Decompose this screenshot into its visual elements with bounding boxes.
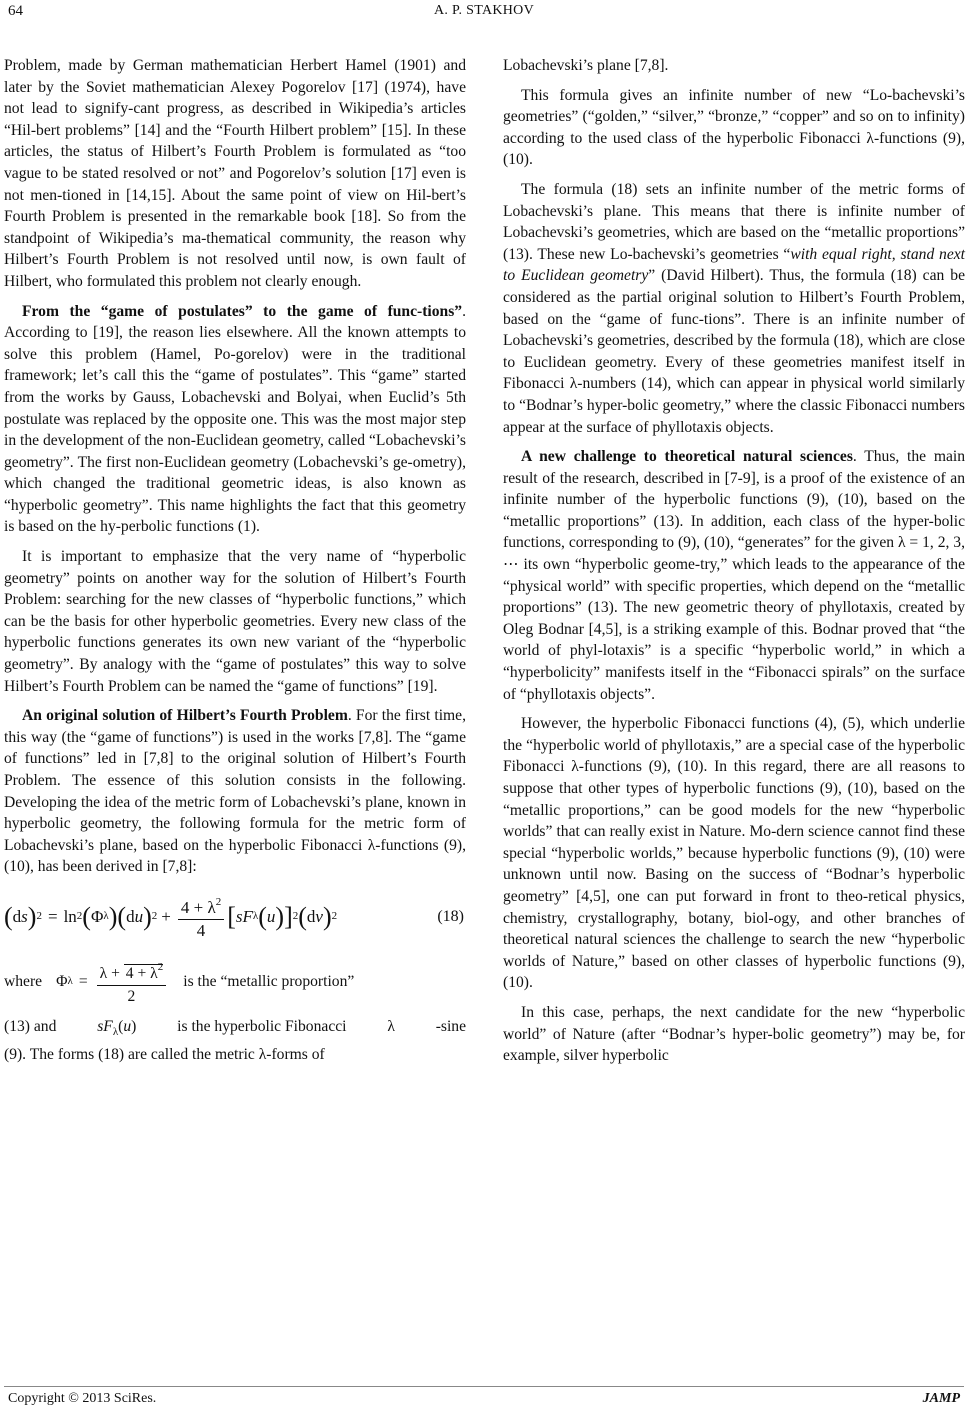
paragraph — [503, 446, 965, 705]
paragraph: (9). The forms (18) are called the metric λ-forms of — [4, 1045, 325, 1063]
copyright: Copyright © 2013 SciRes. — [8, 1391, 157, 1406]
left-column — [4, 55, 466, 1073]
section-heading: A new challenge to theoretical natural sciences — [521, 448, 853, 466]
quotation-italic: with equal right, stand next to Euclidean geometry — [503, 245, 966, 285]
journal-name: JAMP — [922, 1391, 960, 1406]
paragraph: It is important to emphasize that the very name of “hyperbolic geometry” points on another way for the solution of Hilbert’s Fourth Problem: searching for the new classes of “hyperbolic functions,” which can be the basis for other hyperbolic geometries. Every new class of the hyperbolic functions generates its own new variant of the “hyperbolic geometry”. By analogy with the “game of postulates” this way to solve Hilbert’s Fourth Problem can be named the “game of functions” [19]. — [4, 548, 466, 695]
text-fragment: (13) and — [4, 1017, 57, 1035]
paragraph-text: The formula (18) sets an infinite number of the metric forms of Lobachevski’s plane. This means that there is infinite number of Lobachevski’s geometries, which are based on the “metallic proportions” (13). These new Lo-bachevski’s geometries “ — [503, 180, 965, 263]
paragraph: In this case, perhaps, the next candidate for the new “hyperbolic world” of Nature (after “Bodnar’s hyper-bolic geometry”) may be, for example, silver hyperbolic — [503, 1003, 965, 1065]
paragraph: Problem, made by German mathematician Herbert Hamel (1901) and later by the Soviet mathematician Alexey Pogorelov [17] (1974), have not lead to signify-cant progress, as described in Wikipedia’s articles “Hil-bert problems” [14] and the “Fourth Hilbert problem” [15]. In these articles, the status of Hilbert’s Fourth Problem is formulated as “too vague to be stated resolved or not” and Pogorelov’s solution [17] even is not men-tioned in [14,15]. About the same point of view on Hil-bert’s Fourth Problem is presented in the remarkable book [18]. So from the standpoint of Wikipedia’s ma-thematical community, the reason why Hilbert’s Fourth Problem is not resolved until now, is own fault of Hilbert, who formulated this problem not clearly enough. — [4, 57, 466, 290]
equation-18 — [4, 886, 466, 948]
text-fragment: -sine — [435, 1017, 466, 1035]
paragraph: This formula gives an infinite number of new “Lo-bachevski’s geometries” (“golden,” “silver,” “bronze,” “copper” and so on to infinity) according to the used class of the hyperbolic Fibonacci λ-functions (9), (10). — [503, 86, 965, 169]
paragraph-text: . According to [19], the reason lies elsewhere. All the known attempts to solve this problem (Hamel, Po-gorelov) were in the traditional framework; let’s call this the “game of postulates”. This “game” started from the works by Gauss, Lobachevski and Bolyai, when Euclid’s 5th postulate was replaced by the opposite one. This was the most major step in the development of the non-Euclidean geometry, called “Lobachevski’s geometry”. The first non-Euclidean geometry (Lobachevski’s ge-ometry), which changed the traditional geometric ideas, is also known as “hyperbolic geometry”. This name highlights the fact that this geometry is based on the hy-perbolic functions (1). — [4, 302, 466, 536]
footer-rule — [4, 1386, 964, 1387]
paragraph: Lobachevski’s plane [7,8]. — [503, 57, 669, 74]
equation-number: (18) — [437, 908, 464, 926]
paragraph-text: ” (David Hilbert). Thus, the formula (18) can be considered as the partial original solution to Hilbert’s Fourth Problem, based on the “game of func-tions”. There is an infinite number of Lobachevski’s geometries, described by the formula (18), which are close to Euclidean geometry. Every of these geometries manifest itself in Fibonacci λ-numbers (14), which can appear in physical world similarly to “Bodnar’s hyper-bolic geometry,” where the classic Fibonacci numbers appear at the surface of phyllotaxis objects. — [503, 267, 965, 436]
paragraph: (13) and $sF_\lambda(u)$ is the hyperbolic Fibonacci λ -sine — [4, 1016, 466, 1044]
equation-body: ( d s ) 2 = ln 2 ( Φ λ ) ( d u ) 2 + $\frac{4 + \lambda^2}{4}$ [ sF λ ( u ) ] 2 ( d v ) 2 — [4, 891, 337, 942]
section-heading: From the “game of postulates” to the game of func-tions” — [22, 302, 463, 320]
where-text: is the “metallic proportion” — [183, 973, 355, 991]
running-head: A. P. STAKHOV — [433, 3, 534, 18]
where-line: where Φ λ = $\frac{\lambda + 4 + \lambda^2}{2}$ is the “metallic proportion” — [4, 956, 466, 1008]
right-column — [503, 55, 965, 1075]
page-number: 64 — [8, 3, 23, 19]
section-heading: An original solution of Hilbert’s Fourth Problem — [22, 707, 348, 725]
paragraph — [4, 301, 466, 539]
text-fragment: is the hyperbolic Fibonacci — [177, 1017, 347, 1035]
paragraph: However, the hyperbolic Fibonacci functions (4), (5), which underlie the “hyperbolic world of phyllotaxis,” are a special case of the hyperbolic Fibonacci λ-functions (9), (10). In this regard, there are all reasons to suppose that other types of hyperbolic functions (9), (10), based on the “metallic proportions,” can be good models for the new “hyperbolic worlds” that can really exist in Nature. Mo-dern science cannot find these special “hyperbolic worlds,” because hyperbolic functions (9), (10) were unknown until now. Basing on the success of “Bodnar’s hyperbolic geometry” [4,5], one can put forward in front to theo-retical physics, chemistry, crystallography, botany, biol-ogy, and other branches of theoretical natural sciences the challenge to search the new “hyperbolic worlds of Nature,” based on other classes of hyperbolic functions (9), (10). — [503, 715, 965, 992]
paragraph-text: . For the first time, this way (the “game of functions”) is used in the works [7,8]. The “game of functions” led in [7,8] to the original solution of Hilbert’s Fourth Problem. The essence of this solution consists in the following. Developing the idea of the metric form of Lobachevski’s plane, known in hyperbolic geometry, the following formula for the metric form of Lobachevski’s plane, based on the hyperbolic Fibonacci λ-functions (9), (10), has been derived in [7,8]: — [4, 707, 466, 876]
paragraph — [503, 179, 965, 438]
where-word: where — [4, 973, 43, 991]
paragraph — [4, 705, 466, 878]
paragraph-text: . Thus, the main result of the research, described in [7-9], is a proof of the existence of an infinite number of the hyperbolic functions (9), (10), based on the “metallic proportions” (13). In addition, each class of the hyper-bolic functions, corresponding to (9), (10), “generates” for the given λ = 1, 2, 3, ⋯ its own “hyperbolic geome-try,” which leads to the appearance of the “physical world” with specific properties, which depend on the “metallic proportions” (13). The new geometric theory of phyllotaxis, created by Oleg Bodnar [4,5], is a striking example of this. Bodnar proved that “the world of phyl-lotaxis” is a specific “hyperbolic world,” in which a “hyperbolicity” manifests itself in the “Fibonacci spirals” on the surface of “phyllotaxis objects”. — [503, 448, 965, 703]
